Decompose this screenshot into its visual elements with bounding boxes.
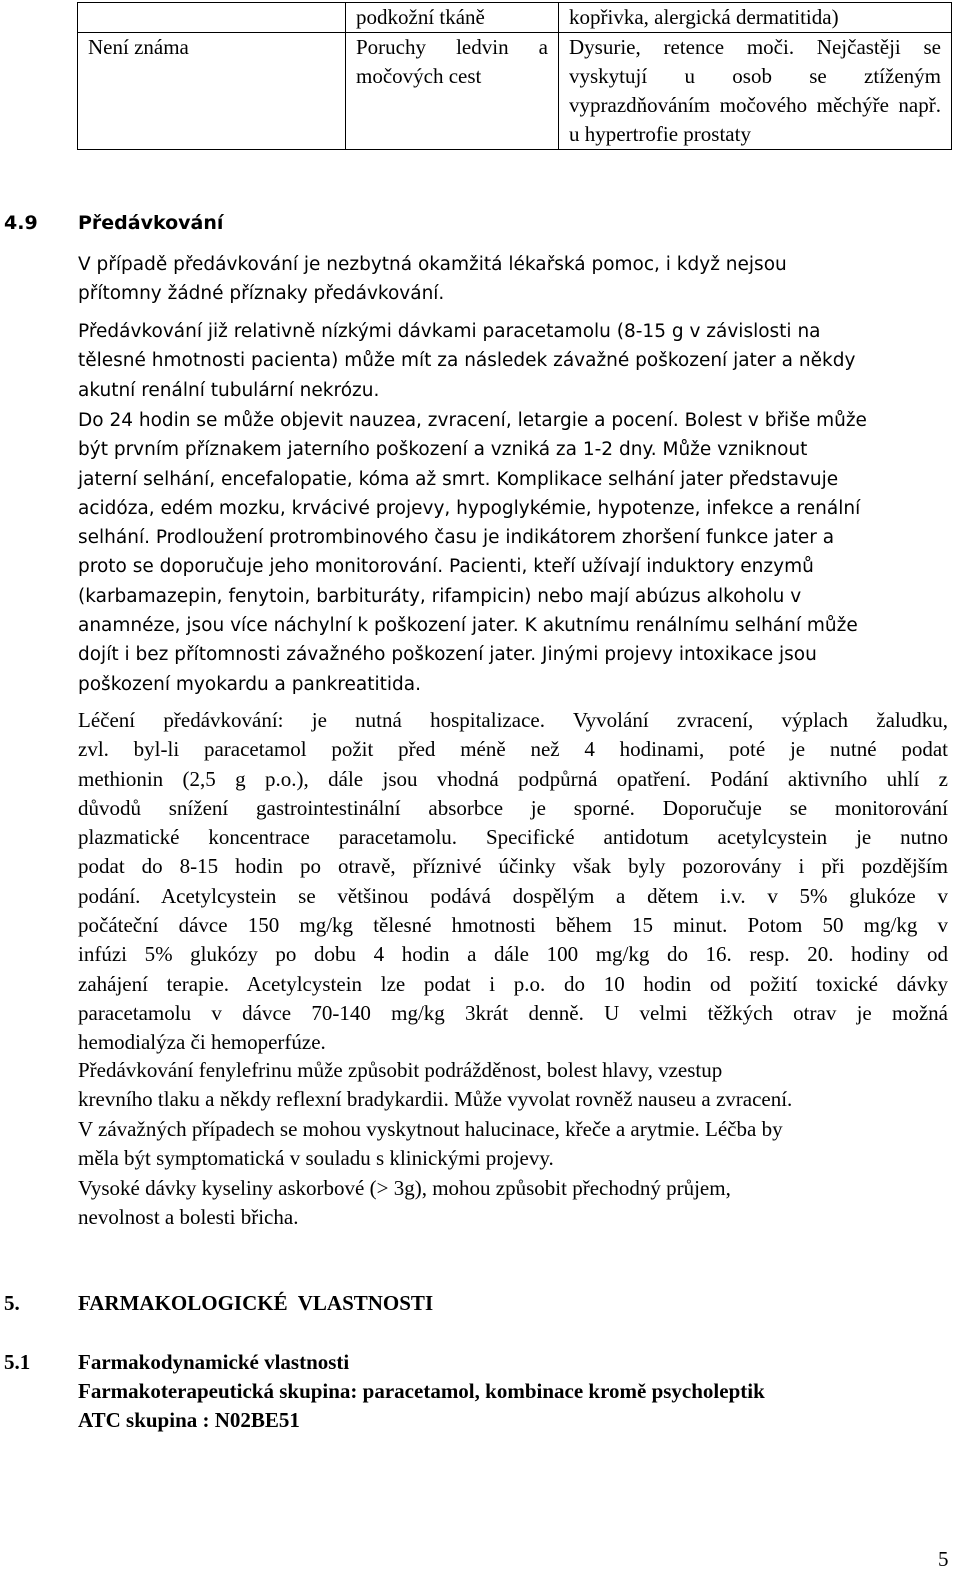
text-line: důvodů snížení gastrointestinální absorbce je sporné. Doporučuje se monitorování (78, 795, 948, 820)
section-title: FARMAKOLOGICKÉ VLASTNOSTI (78, 1291, 434, 1315)
table-cell-frequency: Není známa (78, 33, 346, 150)
text-line: infúzi 5% glukózy po dobu 4 hodin a dále 100 mg/kg do 16. resp. 20. hodiny od (78, 942, 948, 967)
text-line: anamnéze, jsou více náchylní k poškození jater. K akutnímu renálnímu selhání může (78, 615, 858, 637)
text-line: Předávkování již relativně nízkými dávkami paracetamolu (8-15 g v závislosti na (78, 321, 821, 342)
text-line: tělesné hmotnosti pacienta) může mít za následek závažné poškození jater a někdy (78, 350, 856, 372)
text-line: být prvním příznakem jaterního poškození a vzniká za 1-2 dny. Může vzniknout (78, 439, 808, 461)
table-cell-effect: kopřivka, alergická dermatitida) (559, 3, 952, 33)
text-line: akutní renální tubulární nekrózu. (78, 379, 380, 401)
text-line: Do 24 hodin se může objevit nauzea, zvracení, letargie a pocení. Bolest v břiše může (78, 410, 867, 431)
phenylephrine-paragraph (78, 1056, 948, 1173)
intro-paragraph (78, 250, 948, 309)
text-line: acidóza, edém mozku, krvácivé projevy, hypoglykémie, hypotenze, infekce a renální (78, 497, 861, 519)
text-line: podání. Acetylcystein se většinou podává dospělým a dětem i.v. v 5% glukóze v (78, 883, 948, 908)
section-number: 5. (4, 1291, 20, 1315)
table-cell-frequency (78, 3, 346, 33)
page-number: 5 (938, 1547, 949, 1571)
text-line: V závažných případech se mohou vyskytnout halucinace, křeče a arytmie. Léčba by (78, 1116, 783, 1141)
pharmacotherapeutic-group: Farmakoterapeutická skupina: paracetamol, kombinace kromě psycholeptik (78, 1379, 765, 1403)
text-line: dojít i bez přítomnosti závažného poškození jater. Jinými projevy intoxikace jsou (78, 644, 817, 666)
section-title: Farmakodynamické vlastnosti (78, 1350, 350, 1374)
text-line: Předávkování fenylefrinu může způsobit podrážděnost, bolest hlavy, vzestup (78, 1058, 723, 1082)
text-line: zvl. byl-li paracetamol požit před méně než 4 hodinami, poté je nutné podat (78, 737, 948, 762)
section-number: 5.1 (4, 1350, 31, 1374)
table-row (78, 3, 952, 33)
table-cell-organ-class: Poruchy ledvin a močových cest (346, 33, 559, 150)
text-line: Léčení předávkování: je nutná hospitalizace. Vyvolání zvracení, výplach žaludku, (78, 708, 948, 732)
section-title: Předávkování (78, 212, 224, 234)
text-line: přítomny žádné příznaky předávkování. (78, 283, 445, 305)
treatment-paragraph (78, 706, 948, 1058)
text-line: Vysoké dávky kyseliny askorbové (> 3g), mohou způsobit přechodný průjem, (78, 1176, 731, 1200)
overdose-paragraph (78, 317, 948, 405)
text-line: paracetamolu v dávce 70-140 mg/kg 3krát denně. U velmi těžkých otrav je možná (78, 1000, 948, 1025)
text-line: hemodialýza či hemoperfúze. (78, 1030, 326, 1055)
text-line: nevolnost a bolesti břicha. (78, 1205, 299, 1230)
text-line: zahájení terapie. Acetylcystein lze podat i p.o. do 10 hodin od požití toxické dávky (78, 971, 948, 996)
text-line: poškození myokardu a pankreatitida. (78, 673, 421, 695)
text-line: jaterní selhání, encefalopatie, kóma až smrt. Komplikace selhání jater představuje (78, 468, 839, 490)
text-line: (karbamazepin, fenytoin, barbituráty, rifampicin) nebo mají abúzus alkoholu v (78, 585, 802, 607)
table-row (78, 33, 952, 150)
text-line: methionin (2,5 g p.o.), dále jsou vhodná podpůrná opatření. Podání aktivního uhlí z (78, 766, 948, 791)
symptoms-paragraph (78, 406, 948, 699)
ascorbic-acid-paragraph (78, 1174, 948, 1233)
section-number: 4.9 (4, 212, 38, 234)
table-cell-organ-class: podkožní tkáně (346, 3, 559, 33)
text-line: selhání. Prodloužení protrombinového času je indikátorem zhoršení funkce jater a (78, 527, 835, 549)
adverse-effects-table (77, 2, 952, 150)
text-line: proto se doporučuje jeho monitorování. Pacienti, kteří užívají induktory enzymů (78, 556, 814, 578)
table-cell-effect: Dysurie, retence moči. Nejčastěji se vyskytují u osob se ztíženým vyprazdňováním močového měchýře např. u hypertrofie prostaty (559, 33, 952, 150)
text-line: měla být symptomatická v souladu s klinickými projevy. (78, 1145, 554, 1170)
atc-code: ATC skupina : N02BE51 (78, 1408, 300, 1432)
text-line: V případě předávkování je nezbytná okamžitá lékařská pomoc, i když nejsou (78, 254, 787, 275)
text-line: podat do 8-15 hodin po otravě, příznivé účinky však byly pozorovány i při pozdějším (78, 854, 948, 879)
text-line: plazmatické koncentrace paracetamolu. Specifické antidotum acetylcystein je nutno (78, 825, 948, 850)
text-line: počáteční dávce 150 mg/kg tělesné hmotnosti během 15 minut. Potom 50 mg/kg v (78, 913, 948, 938)
text-line: krevního tlaku a někdy reflexní bradykardii. Může vyvolat rovněž nauseu a zvracení. (78, 1087, 793, 1112)
